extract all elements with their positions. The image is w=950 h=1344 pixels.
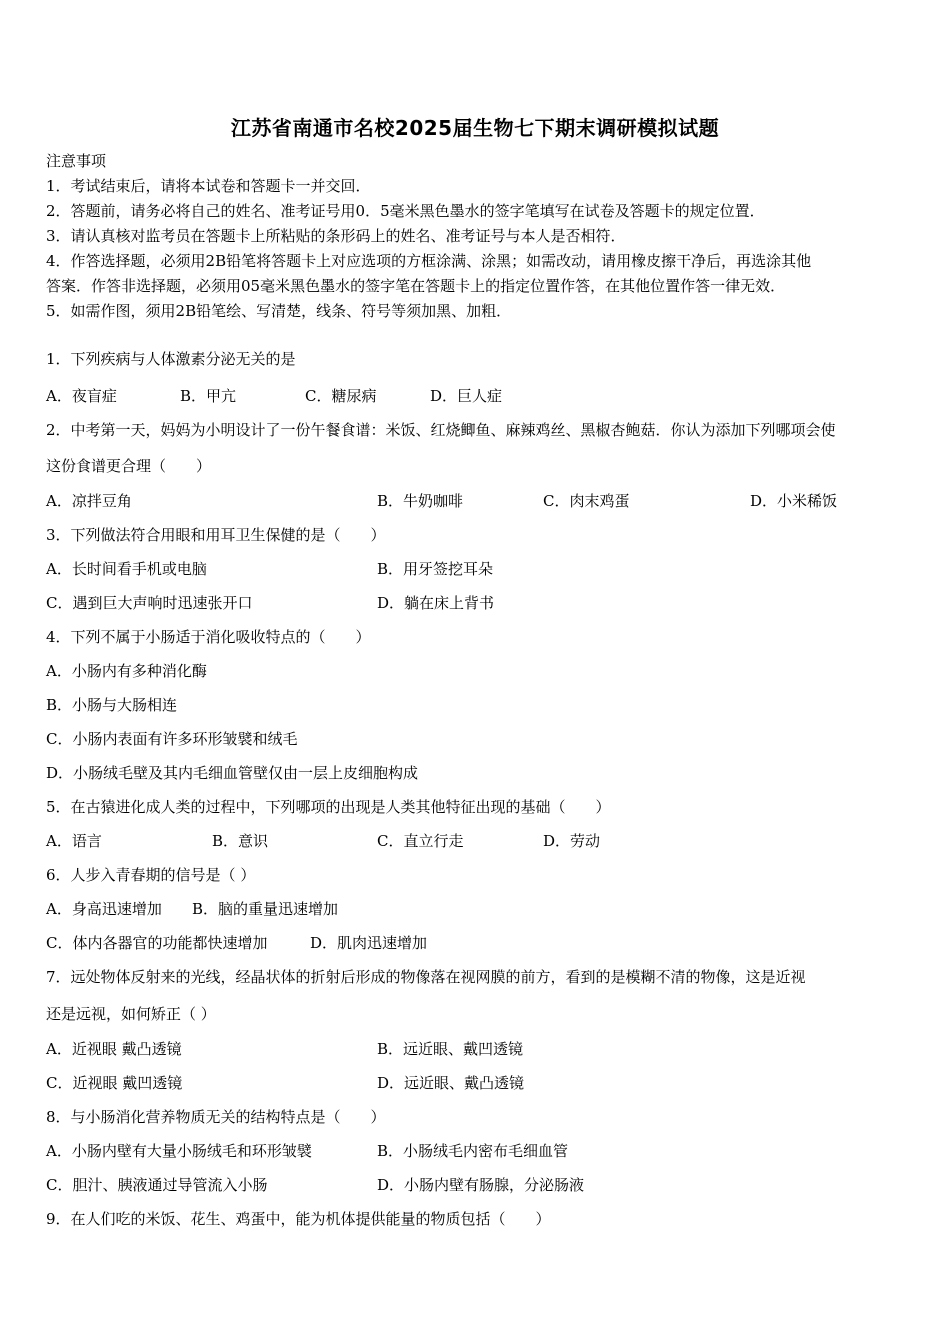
q3-option-c: C．遇到巨大声响时迅速张开口 <box>46 594 253 612</box>
question-7-stem-cont: 还是远视，如何矫正（ ） <box>46 1005 216 1023</box>
notice-heading: 注意事项 <box>46 152 107 170</box>
q3-option-d: D．躺在床上背书 <box>377 594 495 612</box>
notice-item-2: 2．答题前，请务必将自己的姓名、准考证号用0．5毫米黑色墨水的签字笔填写在试卷及答题卡的规定位置． <box>46 202 765 220</box>
q2-option-c: C．肉末鸡蛋 <box>543 492 630 510</box>
q1-option-a: A．夜盲症 <box>46 387 117 405</box>
notice-item-5: 5．如需作图，须用2B铅笔绘、写清楚，线条、符号等须加黑、加粗． <box>46 302 512 320</box>
q8-option-b: B．小肠绒毛内密布毛细血管 <box>377 1142 569 1160</box>
question-6-stem: 6．人步入青春期的信号是（ ） <box>46 866 256 884</box>
q7-option-a: A．近视眼 戴凸透镜 <box>46 1040 182 1058</box>
q4-option-b: B．小肠与大肠相连 <box>46 696 178 714</box>
q3-option-b: B．用牙签挖耳朵 <box>377 560 494 578</box>
notice-item-1: 1．考试结束后，请将本试卷和答题卡一并交回． <box>46 177 371 195</box>
question-8-stem: 8．与小肠消化营养物质无关的结构特点是（ ） <box>46 1108 386 1126</box>
q6-option-a: A．身高迅速增加 <box>46 900 162 918</box>
question-1-stem: 1．下列疾病与人体激素分泌无关的是 <box>46 350 296 368</box>
question-9-stem: 9．在人们吃的米饭、花生、鸡蛋中，能为机体提供能量的物质包括（ ） <box>46 1210 551 1228</box>
q8-option-d: D．小肠内壁有肠腺，分泌肠液 <box>377 1176 585 1194</box>
q7-option-d: D．远近眼、戴凸透镜 <box>377 1074 525 1092</box>
notice-item-4: 4．作答选择题，必须用2B铅笔将答题卡上对应选项的方框涂满、涂黑；如需改动，请用橡皮擦干净后，再选涂其他 <box>46 252 812 270</box>
question-7-stem: 7．远处物体反射来的光线，经晶状体的折射后形成的物像落在视网膜的前方，看到的是模糊不清的物像，这是近视 <box>46 968 806 986</box>
question-2-stem-cont: 这份食谱更合理（ ） <box>46 457 212 475</box>
q5-option-a: A．语言 <box>46 832 102 850</box>
q6-option-d: D．肌肉迅速增加 <box>310 934 428 952</box>
q1-option-b: B．甲亢 <box>180 387 237 405</box>
page-title: 江苏省南通市名校2025届生物七下期末调研模拟试题 <box>230 116 720 140</box>
q8-option-a: A．小肠内壁有大量小肠绒毛和环形皱襞 <box>46 1142 312 1160</box>
question-3-stem: 3．下列做法符合用眼和用耳卫生保健的是（ ） <box>46 526 386 544</box>
question-2-stem: 2．中考第一天，妈妈为小明设计了一份午餐食谱：米饭、红烧鲫鱼、麻辣鸡丝、黑椒杏鲍菇．你认为添加下列哪项会使 <box>46 421 836 439</box>
q6-option-b: B．脑的重量迅速增加 <box>192 900 339 918</box>
notice-item-3: 3．请认真核对监考员在答题卡上所粘贴的条形码上的姓名、准考证号与本人是否相符． <box>46 227 626 245</box>
q8-option-c: C．胆汁、胰液通过导管流入小肠 <box>46 1176 268 1194</box>
q6-option-c: C．体内各器官的功能都快速增加 <box>46 934 268 952</box>
question-4-stem: 4．下列不属于小肠适于消化吸收特点的（ ） <box>46 628 371 646</box>
q2-option-b: B．牛奶咖啡 <box>377 492 464 510</box>
q5-option-c: C．直立行走 <box>377 832 464 850</box>
q2-option-a: A．凉拌豆角 <box>46 492 132 510</box>
q4-option-a: A．小肠内有多种消化酶 <box>46 662 207 680</box>
q4-option-d: D．小肠绒毛壁及其内毛细血管壁仅由一层上皮细胞构成 <box>46 764 419 782</box>
q5-option-b: B．意识 <box>212 832 269 850</box>
notice-item-4-cont: 答案．作答非选择题，必须用05毫米黑色墨水的签字笔在答题卡上的指定位置作答，在其他位置作答一律无效． <box>46 277 786 295</box>
q7-option-b: B．远近眼、戴凹透镜 <box>377 1040 524 1058</box>
q2-option-d: D．小米稀饭 <box>750 492 838 510</box>
q1-option-c: C．糖尿病 <box>305 387 377 405</box>
q4-option-c: C．小肠内表面有许多环形皱襞和绒毛 <box>46 730 298 748</box>
question-5-stem: 5．在古猿进化成人类的过程中，下列哪项的出现是人类其他特征出现的基础（ ） <box>46 798 611 816</box>
q3-option-a: A．长时间看手机或电脑 <box>46 560 207 578</box>
q1-option-d: D．巨人症 <box>430 387 503 405</box>
q5-option-d: D．劳动 <box>543 832 601 850</box>
q7-option-c: C．近视眼 戴凹透镜 <box>46 1074 183 1092</box>
